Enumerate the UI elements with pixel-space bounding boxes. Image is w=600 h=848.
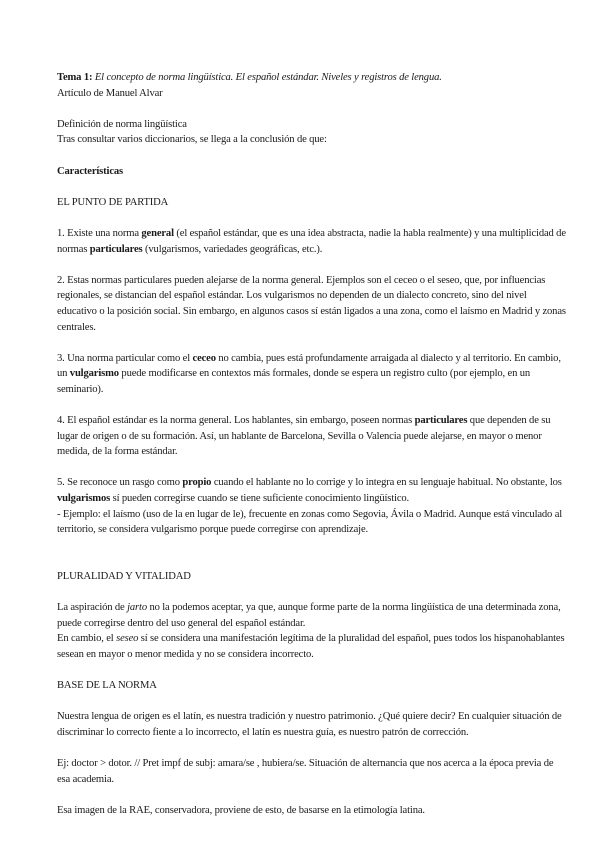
paragraph-4: 4. El español estándar es la norma general. Los hablantes, sin embargo, poseen normas particulares que dependen de su lugar de origen o de su formación. Así, un hablante de Barcelona, Sevilla o Valencia puede alejarse, en mayor o menor medida, de la forma estándar.	[57, 415, 551, 458]
base-paragraph-1: Nuestra lengua de origen es el latín, es nuestra tradición y nuestro patrimonio. ¿Qué quiere decir? En cualquier situación de discriminar lo correcto fiente a lo incorrecto, el latín es nuestra guía, es nuestro patrón de corrección.	[57, 711, 562, 738]
section-heading-punto-de-partida: EL PUNTO DE PARTIDA	[57, 196, 169, 208]
paragraph-2: 2. Estas normas particulares pueden alejarse de la norma general. Ejemplos son el ceceo o el seseo, que, por influencias regionales, se distancian del español estándar. Los vulgarismos no dependen de un dialecto concreto, sino del nivel educativo o la posición social. Sin embargo, en algunos casos sí están ligados a una zona, como el laísmo en Madrid y zonas centrales.	[57, 274, 566, 333]
definition-heading: Definición de norma lingüística	[57, 118, 187, 130]
paragraph-1: 1. Existe una norma general (el español estándar, que es una idea abstracta, nadie la habla realmente) y una multiplicidad de normas particulares (vulgarismos, variedades geográficas, etc.).	[57, 227, 566, 255]
definition-text: Tras consultar varios diccionarios, se llega a la conclusión de que:	[57, 134, 327, 146]
characteristics-label: Características	[57, 165, 123, 177]
pluralidad-paragraph-1: La aspiración de jarto no la podemos aceptar, ya que, aunque forme parte de la norma lingüística de una determinada zona, puede corregirse dentro del uso general del español estándar.	[57, 602, 561, 629]
title-text: El concepto de norma lingüística. El español estándar. Niveles y registros de lengua.	[94, 72, 442, 83]
document-page	[57, 70, 567, 819]
base-paragraph-2: Ej: doctor > dotor. // Pret impf de subj: amara/se , hubiera/se. Situación de alternancia que nos acerca a la época previa de esa academia.	[57, 758, 554, 785]
section-heading-base-norma: BASE DE LA NORMA	[57, 680, 157, 692]
title-label: Tema 1:	[57, 72, 93, 83]
base-paragraph-3: Esa imagen de la RAE, conservadora, proviene de esto, de basarse en la etimología latina.	[57, 804, 425, 816]
characteristics-heading	[57, 164, 567, 180]
paragraph-3: 3. Una norma particular como el ceceo no cambia, pues está profundamente arraigada al dialecto y al territorio. En cambio, un vulgarismo puede modificarse en contextos más formales, donde se espera un registro culto (por ejemplo, en un seminario).	[57, 352, 561, 395]
document-title	[57, 70, 567, 86]
section-heading-pluralidad: PLURALIDAD Y VITALIDAD	[57, 571, 191, 582]
document-subtitle: Artículo de Manuel Alvar	[57, 87, 163, 99]
paragraph-5: 5. Se reconoce un rasgo como propio cuando el hablante no lo corrige y lo integra en su lenguaje habitual. No obstante, los vulgarismos sí pueden corregirse cuando se tiene suficiente conocimiento lingüístico.	[57, 477, 562, 505]
example-paragraph: - Ejemplo: el laísmo (uso de la en lugar de le), frecuente en zonas como Segovia, Ávila o Madrid. Aunque está vinculado al territorio, se considera vulgarismo porque puede corregirse con aprendizaje.	[57, 508, 563, 536]
pluralidad-paragraph-2: En cambio, el seseo sí se considera una manifestación legítima de la pluralidad del español, pues todos los hispanohablantes sesean en mayor o menor medida y no se considera incorrecto.	[57, 633, 565, 660]
